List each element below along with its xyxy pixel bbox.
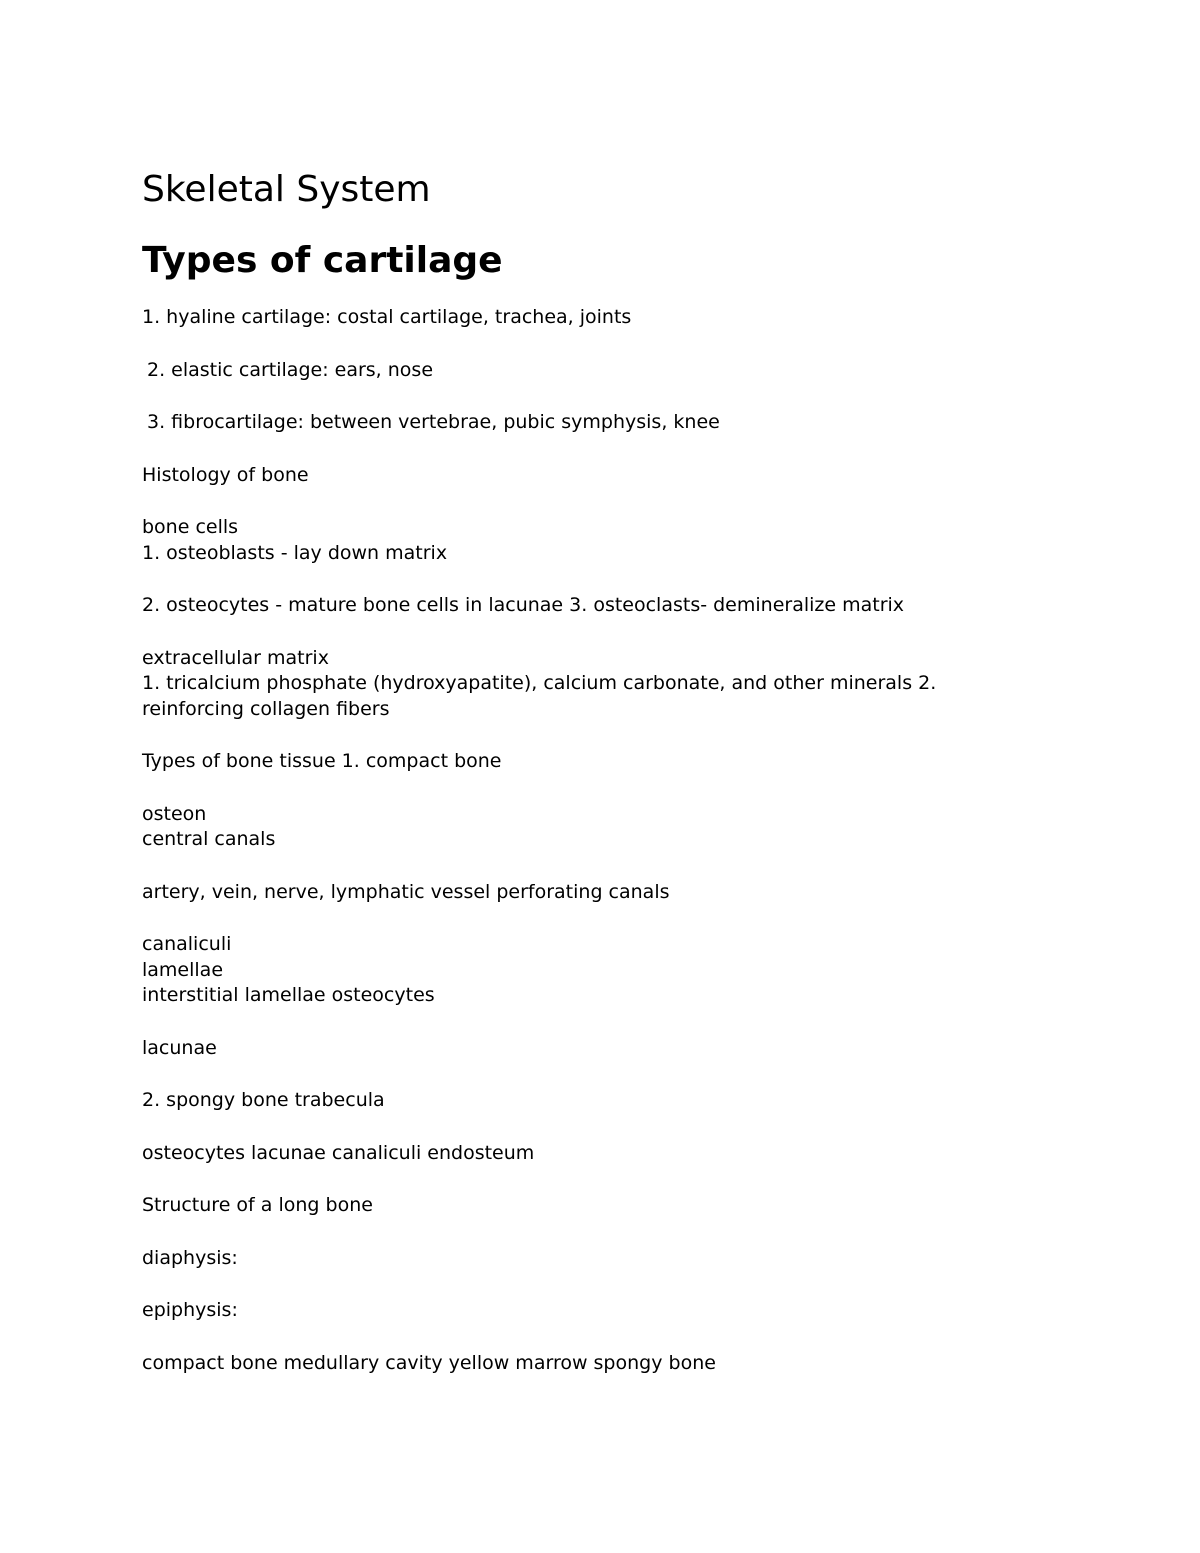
lacunae-label: lacunae: [142, 1036, 217, 1059]
section-heading-cartilage: Types of cartilage: [142, 240, 503, 281]
interstitial-lamellae-label: interstitial lamellae osteocytes: [142, 984, 435, 1006]
canaliculi-label: canaliculi: [142, 933, 232, 955]
spongy-bone-line: 2. spongy bone trabecula: [142, 1089, 385, 1111]
long-bone-heading: Structure of a long bone: [142, 1194, 373, 1216]
long-bone-parts: compact bone medullary cavity yellow marrow spongy bone: [142, 1351, 716, 1374]
epiphysis-label: epiphysis:: [142, 1299, 238, 1321]
canaliculi-block: [142, 932, 1062, 1009]
bone-cells-item-osteocytes-osteoclasts: 2. osteocytes - mature bone cells in lacunae 3. osteoclasts- demineralize matrix: [142, 594, 905, 616]
document-body: [142, 168, 1062, 1403]
vessels-line: artery, vein, nerve, lymphatic vessel perforating canals: [142, 880, 670, 903]
central-canals-label: central canals: [142, 828, 276, 850]
cartilage-item-fibrocartilage: 3. fibrocartilage: between vertebrae, pubic symphysis, knee: [147, 411, 720, 433]
bone-cells-block: [142, 515, 1062, 566]
bone-cells-item-osteoblasts: 1. osteoblasts - lay down matrix: [142, 541, 448, 564]
bone-tissue-types: Types of bone tissue 1. compact bone: [142, 750, 502, 772]
osteon-label: osteon: [142, 802, 207, 825]
cartilage-item-elastic: 2. elastic cartilage: ears, nose: [147, 358, 434, 381]
extracellular-matrix-line-1: 1. tricalcium phosphate (hydroxyapatite), calcium carbonate, and other minerals 2.: [142, 672, 937, 694]
document-title: Skeletal System: [142, 169, 431, 210]
extracellular-matrix-label: extracellular matrix: [142, 646, 329, 669]
histology-heading: Histology of bone: [142, 463, 309, 486]
lamellae-label: lamellae: [142, 958, 224, 981]
diaphysis-label: diaphysis:: [142, 1246, 238, 1269]
spongy-bone-parts: osteocytes lacunae canaliculi endosteum: [142, 1141, 535, 1164]
bone-cells-label: bone cells: [142, 516, 239, 538]
osteon-block: [142, 802, 1062, 853]
cartilage-item-hyaline: 1. hyaline cartilage: costal cartilage, trachea, joints: [142, 306, 632, 328]
extracellular-matrix-line-2: reinforcing collagen fibers: [142, 697, 390, 720]
extracellular-matrix-block: [142, 646, 1062, 723]
